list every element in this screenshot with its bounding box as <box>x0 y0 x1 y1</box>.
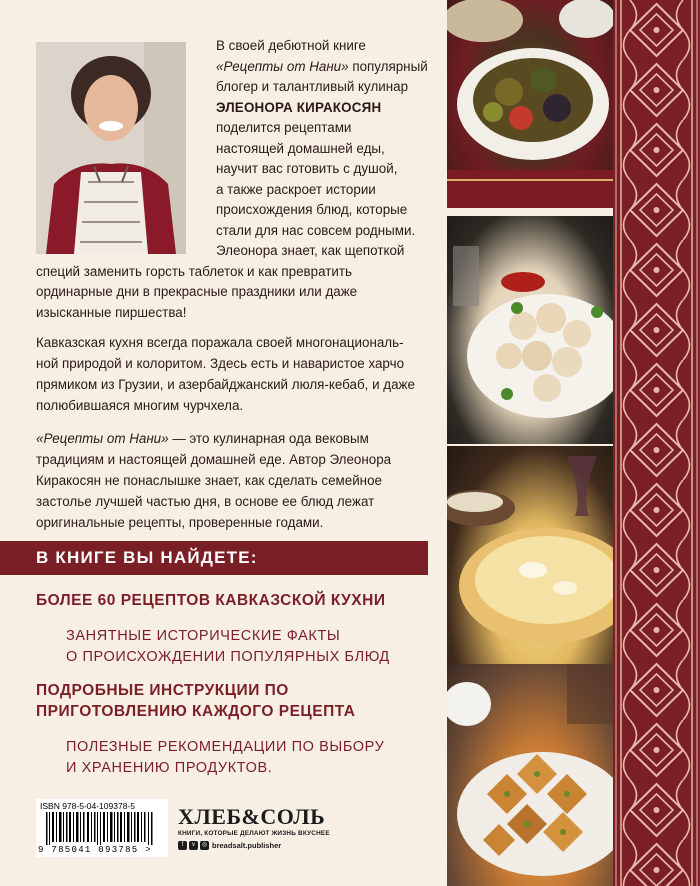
intro-line: В своей дебютной книге <box>216 38 366 53</box>
publisher-logo: ХЛЕБ&СОЛЬ <box>178 804 326 829</box>
barcode-digits: 9 785041 093785 > <box>38 845 152 855</box>
intro-line <box>36 98 436 119</box>
intro-line: стали для нас совсем родными. <box>216 222 416 238</box>
facebook-icon: f <box>178 841 187 850</box>
publisher-website: breadsalt.publisher <box>212 841 282 850</box>
isbn-number: ISBN 978-5-04-109378-5 <box>40 801 135 811</box>
publisher-tagline: КНИГИ, КОТОРЫЕ ДЕЛАЮТ ЖИЗНЬ ВКУСНЕЕ <box>178 830 330 837</box>
intro-line: научит вас готовить с душой, <box>216 161 398 176</box>
barcode <box>36 799 168 857</box>
food-photo-baklava <box>447 664 613 886</box>
ornament-border <box>613 0 700 886</box>
food-photo-dolma <box>447 0 613 208</box>
intro-line: настоящей домашней еды, <box>216 140 385 156</box>
feature-tips: ПОЛЕЗНЫЕ РЕКОМЕНДАЦИИ ПО ВЫБОРУ И ХРАНЕНИЮ ПРОДУКТОВ. <box>66 739 385 776</box>
banner-title: В КНИГЕ ВЫ НАЙДЕТЕ: <box>36 548 258 567</box>
intro-line: а также раскроет истории <box>216 181 376 197</box>
intro-line: блогер и талантливый кулинар <box>216 79 409 94</box>
intro-line: поделится рецептами <box>216 120 352 135</box>
vk-icon: v <box>189 841 198 850</box>
paragraph-book: «Рецепты от Нани» — это кулинарная ода вековым традициям и настоящей домашней еде. Автор Элеонора Киракосян не понаслышке знает, как сделать семейное застолье лучшей частью дня, в основе ее блюд лежат оригинальные рецепты, проверенные годами. <box>36 431 392 530</box>
intro-line: происхождения блюд, которые <box>216 202 408 217</box>
food-photo-khachapuri <box>447 446 613 664</box>
intro-line: специй заменить горсть таблеток и как превратить <box>36 263 352 279</box>
intro-line: изысканные пиршества! <box>36 304 187 320</box>
feature-history: ЗАНЯТНЫЕ ИСТОРИЧЕСКИЕ ФАКТЫ О ПРОИСХОЖДЕНИИ ПОПУЛЯРНЫХ БЛЮД <box>66 628 390 665</box>
intro-text <box>36 36 436 323</box>
social-icons <box>178 841 209 850</box>
author-name: ЭЛЕОНОРА КИРАКОСЯН <box>216 99 382 115</box>
feature-recipes: БОЛЕЕ 60 РЕЦЕПТОВ КАВКАЗСКОЙ КУХНИ <box>36 592 386 609</box>
food-photo-khinkali <box>447 216 613 444</box>
book-title: «Рецепты от Нани» <box>216 58 349 74</box>
section-banner <box>0 541 428 575</box>
intro-line: ординарные дни в прекрасные праздники или даже <box>36 284 358 299</box>
intro-line: Элеонора знает, как щепоткой <box>216 243 405 258</box>
paragraph-cuisine: Кавказская кухня всегда поражала своей многонациональ- ной природой и колоритом. Здесь есть и наваристое харчо прямиком из Грузии, и азербайджанский люля-кебаб, и даже полюбившаяся многим чурчхела. <box>36 335 415 413</box>
book-title: «Рецепты от Нани» <box>36 431 169 446</box>
feature-instructions: ПОДРОБНЫЕ ИНСТРУКЦИИ ПО ПРИГОТОВЛЕНИЮ КАЖДОГО РЕЦЕПТА <box>36 682 356 720</box>
instagram-icon: ◎ <box>201 842 208 848</box>
intro-line: «Рецепты от Нани» популярный <box>216 58 428 74</box>
